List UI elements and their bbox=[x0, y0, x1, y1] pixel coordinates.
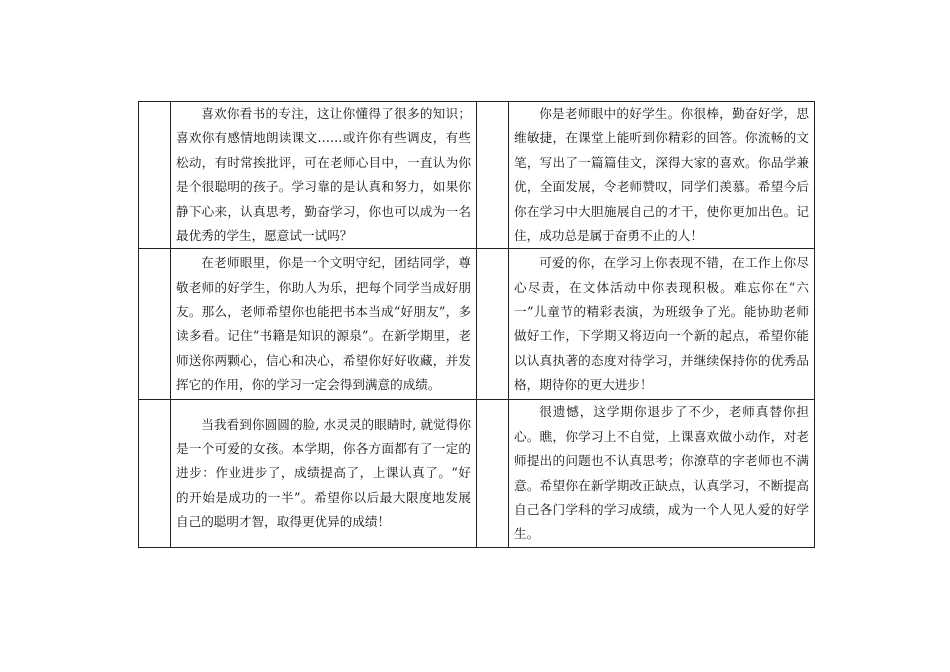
comment-text: 喜欢你看书的专注，这让你懂得了很多的知识；喜欢你有感情地朗读课文……或许你有些调皮，有些松动，有时常挨批评，可在老师心目中，一直认为你是个很聪明的孩子。学习靠的是认真和努力，如果你静下心来，认真思考，勤奋学习，你也可以成为一名最优秀的学生，愿意试一试吗？ bbox=[176, 106, 471, 244]
comment-table bbox=[138, 101, 815, 548]
comment-text: 当我看到你圆圆的脸, 水灵灵的眼睛时, 就觉得你是一个可爱的女孩。本学期，你各方面都有了一定的进步：作业进步了，成绩提高了，上课认真了。“好的开始是成功的一半”。希望你以后最大限度地发展自己的聪明才智，取得更优异的成绩！ bbox=[176, 416, 471, 530]
blank-cell bbox=[139, 102, 171, 249]
table-row bbox=[139, 249, 815, 400]
comment-cell bbox=[509, 249, 815, 400]
table-row bbox=[139, 400, 815, 547]
blank-cell bbox=[477, 249, 509, 400]
comment-text: 可爱的你，在学习上你表现不错，在工作上你尽心尽责，在文体活动中你表现积极。难忘你在“六一”儿童节的精彩表演，为班级争了光。能协助老师做好工作，下学期又将迈向一个新的起点，希望你能以认真执著的态度对待学习，并继续保持你的优秀品格，期待你的更大进步！ bbox=[514, 255, 809, 393]
comment-cell bbox=[171, 102, 477, 249]
comment-text: 在老师眼里，你是一个文明守纪，团结同学，尊敬老师的好学生，你助人为乐，把每个同学当成好朋友。那么，老师希望你也能把书本当成“好朋友”，多读多看。记住“书籍是知识的源泉”。在新学期里，老师送你两颗心，信心和决心，希望你好好收藏，并发挥它的作用，你的学习一定会得到满意的成绩。 bbox=[176, 255, 471, 393]
table-row bbox=[139, 102, 815, 249]
blank-cell bbox=[139, 249, 171, 400]
comment-text: 你是老师眼中的好学生。你很棒，勤奋好学，思维敏捷，在课堂上能听到你精彩的回答。你流畅的文笔，写出了一篇篇佳文，深得大家的喜欢。你品学兼优，全面发展，令老师赞叹，同学们羡慕。希望今后你在学习中大胆施展自己的才干，使你更加出色。记住，成功总是属于奋勇不止的人！ bbox=[514, 106, 809, 244]
comment-cell bbox=[509, 400, 815, 547]
blank-cell bbox=[477, 102, 509, 249]
blank-cell bbox=[139, 400, 171, 547]
blank-cell bbox=[477, 400, 509, 547]
comment-cell bbox=[509, 102, 815, 249]
comment-text: 很遗憾，这学期你退步了不少，老师真替你担心。瞧，你学习上不自觉，上课喜欢做小动作，对老师提出的问题也不认真思考；你潦草的字老师也不满意。希望你在新学期改正缺点，认真学习，不断提高自己各门学科的学习成绩，成为一个人见人爱的好学生。 bbox=[514, 404, 809, 542]
comment-cell bbox=[171, 400, 477, 547]
comment-cell bbox=[171, 249, 477, 400]
